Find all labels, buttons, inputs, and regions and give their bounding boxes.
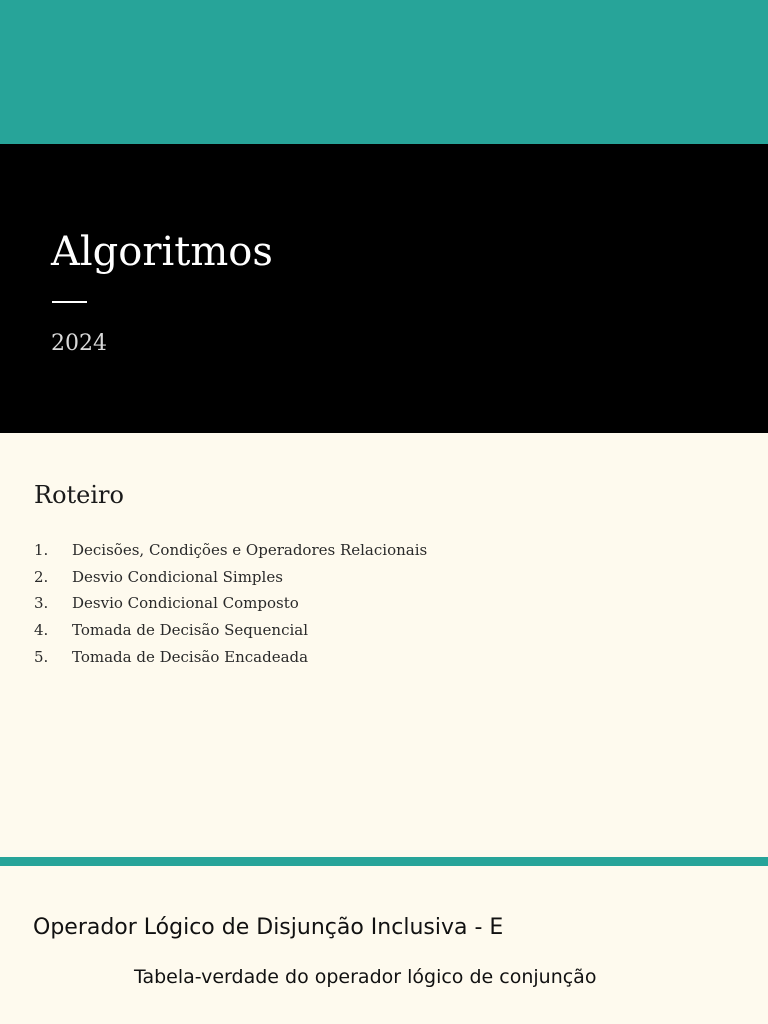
top-teal-band [0,0,768,144]
teal-divider [0,857,768,866]
agenda-item [34,617,427,644]
agenda-item-label: Tomada de Decisão Encadeada [72,647,309,666]
agenda-item-number: 4. [34,621,49,640]
agenda-item-label: Tomada de Decisão Sequencial [72,621,309,640]
agenda-slide [0,433,768,857]
agenda-item-label: Desvio Condicional Simples [72,567,283,586]
agenda-item-number: 2. [34,567,49,586]
slide-year: 2024 [51,331,107,356]
truth-table-caption: Tabela-verdade do operador lógico de conjunção [134,966,597,988]
title-underline-rule [52,301,87,303]
agenda-item [34,590,427,617]
agenda-list [34,537,427,670]
agenda-item-label: Decisões, Condições e Operadores Relacionais [72,541,428,560]
agenda-item-number: 3. [34,594,49,613]
agenda-heading: Roteiro [34,481,124,509]
agenda-item [34,564,427,591]
logic-slide-title: Operador Lógico de Disjunção Inclusiva - E [33,915,504,940]
agenda-item [34,537,427,564]
agenda-item-label: Desvio Condicional Composto [72,594,299,613]
title-slide [0,144,768,433]
logic-operator-slide [0,866,768,1024]
agenda-item [34,643,427,670]
agenda-item-number: 5. [34,647,49,666]
agenda-item-number: 1. [34,541,49,560]
slide-title: Algoritmos [51,229,273,275]
